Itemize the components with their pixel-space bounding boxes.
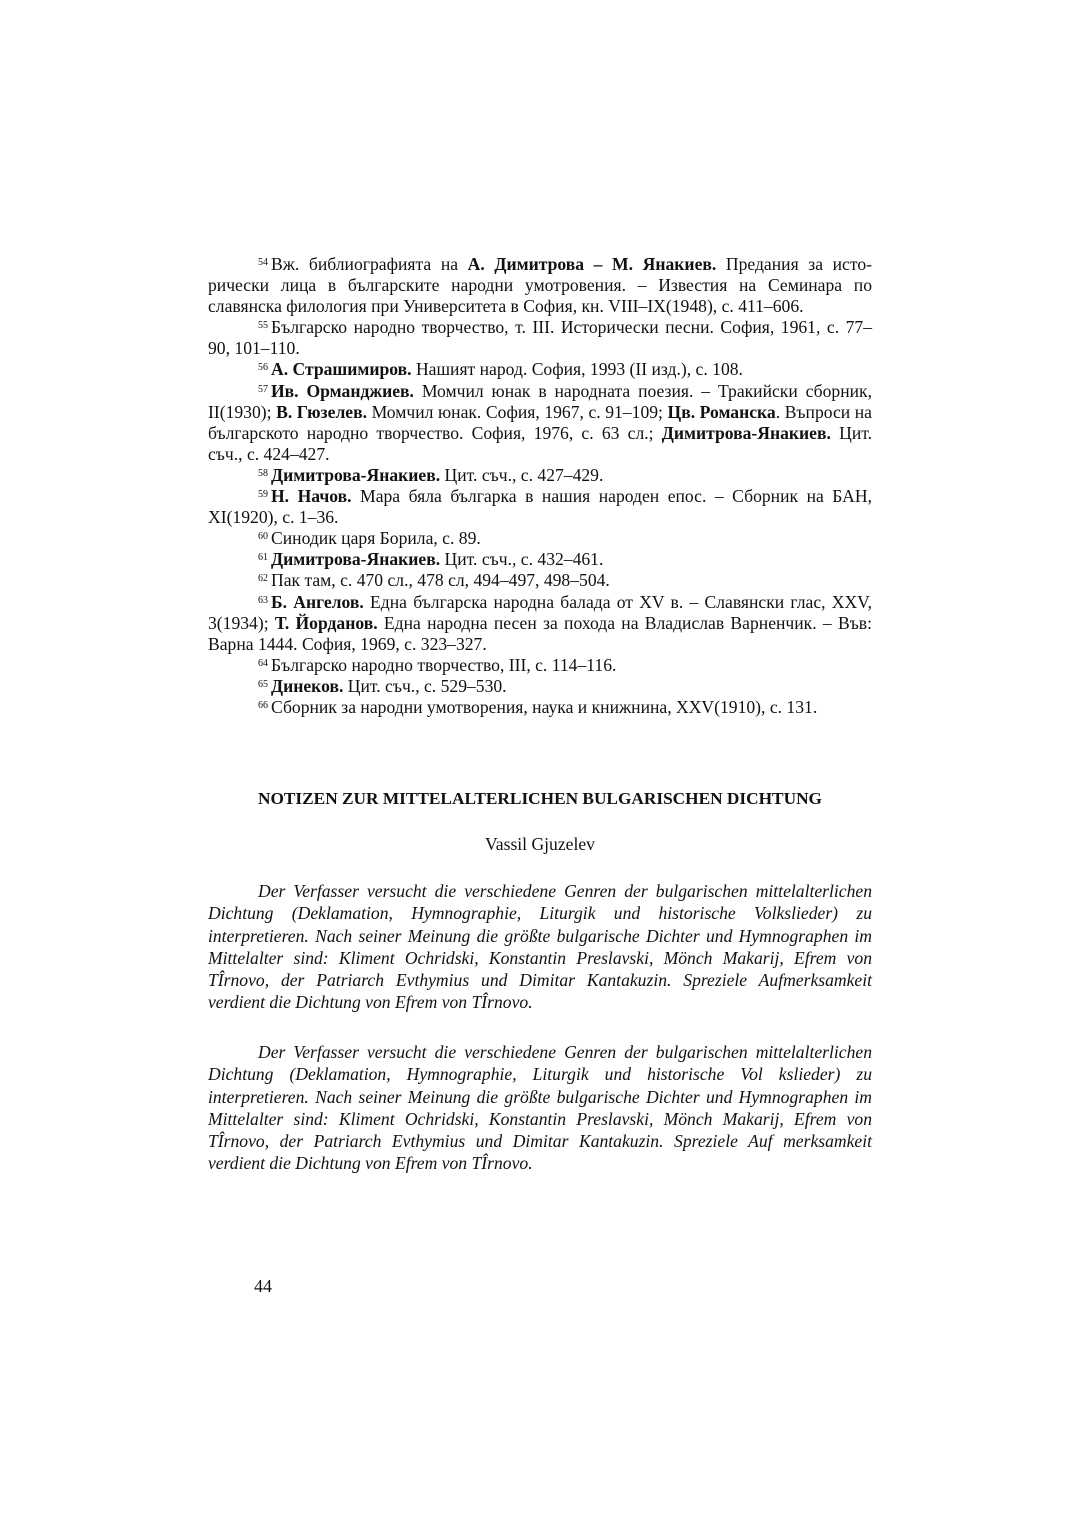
footnote-text: Българско народно творчество, т. III. Исторически песни. София, 1961, с. 77–90, 101–110.	[208, 317, 872, 359]
footnote	[208, 570, 872, 591]
footnote	[208, 465, 872, 486]
footnote-author: А. Димитрова – М. Янакиев.	[467, 254, 717, 274]
footnote	[208, 655, 872, 676]
footnote-text: Българско народно творчество, III, с. 114–116.	[271, 654, 617, 675]
footnote	[208, 528, 872, 549]
footnote-author: В. Гюзелев.	[276, 401, 368, 422]
footnote-author: А. Страшимиров.	[271, 359, 412, 380]
footnote-number: 62	[258, 573, 268, 585]
abstract-paragraph: Der Verfasser versucht die verschiedene Genren der bulgarischen mittelalterlichen Dichtung (Deklamation, Hymnographie, Liturgik und historische Vol kslieder) zu interpretieren. Nach seiner Meinung die größte bulgarische Dichter und Hymnographen im Mittelalter sind: Kliment Ochridski, Konstantin Preslavski, Mönch Makarij, Efrem von TÎrnovo, der Patriarch Evthymius und Dimitar Kantakuzin. Spreziele Auf merksamkeit verdient die Dichtung von Efrem von TÎrnovo.	[208, 1042, 872, 1174]
footnote-text: . Въпроси на българското народно творчество. София, 1976, с. 63 сл.;	[208, 401, 872, 443]
abstract-paragraph: Der Verfasser versucht die verschiedene Genren der bulgarischen mittelalterlichen Dichtung (Deklamation, Hymnographie, Liturgik und historische Volkslieder) zu interpretieren. Nach seiner Meinung die größte bulgarische Dichter und Hymnographen im Mittelalter sind: Kliment Ochridski, Konstantin Preslavski, Mönch Makarij, Efrem von TÎrnovo, der Patriarch Evthymius und Dimitar Kantakuzin. Spreziele Aufmerksamkeit verdient die Dichtung von Efrem von TÎrnovo.	[208, 881, 872, 1013]
footnote-number: 55	[258, 320, 268, 332]
footnote	[208, 697, 872, 718]
footnote-number: 64	[258, 657, 268, 669]
footnote-text: Една българска народна балада от XV в. – Славянски глас, XXV, 3(1934);	[208, 591, 873, 633]
footnote-author: Т. Йорданов.	[274, 612, 378, 633]
article-author: Vassil Gjuzelev	[485, 834, 595, 854]
footnote	[208, 317, 872, 359]
footnote-number: 63	[258, 594, 268, 606]
footnote-text: Пак там, с. 470 сл., 478 сл, 494–497, 498–504.	[271, 570, 610, 591]
footnote-text: Една народна песен за похода на Владислав Варненчик. – Във: Варна 1444. София, 1969, с. 323–327.	[208, 612, 872, 654]
footnote-text: Момчил юнак в народната поезия. – Тракийски сборник, II(1930);	[208, 380, 872, 422]
footnote	[208, 592, 872, 655]
footnotes-section	[208, 254, 872, 718]
footnote-author: Б. Ангелов.	[271, 591, 364, 612]
footnote-text: Предания за исторически лица в българските народни умотровения. – Известия на Семинара по славянска филология при Университета в София, кн. VIII–IX(1948), с. 411–606.	[208, 254, 872, 317]
footnote-author: Цв. Романска	[667, 401, 776, 422]
footnote-number: 66	[258, 699, 268, 711]
footnote	[208, 254, 872, 317]
footnote-text: Цит. съч., с. 427–429.	[440, 464, 604, 485]
footnote-number: 56	[258, 362, 268, 374]
footnote-text: Момчил юнак. София, 1967, с. 91–109;	[367, 401, 668, 422]
footnote	[208, 486, 872, 528]
footnote-author: Динеков.	[271, 675, 344, 696]
footnote-number: 57	[258, 383, 268, 395]
footnote-author: Н. Начов.	[271, 486, 352, 507]
footnote-author: Димитрова-Янакиев.	[661, 422, 831, 443]
footnote-number: 58	[258, 467, 268, 479]
footnote	[208, 359, 872, 380]
footnote-text: Мара бяла българка в нашия народен епос. – Сборник на БАН, XI(1920), с. 1–36.	[208, 486, 872, 528]
footnote-text: Синодик царя Борила, с. 89.	[271, 528, 481, 549]
footnote-author: Ив. Орманджиев.	[271, 380, 414, 401]
footnote	[208, 549, 872, 570]
footnote	[208, 381, 872, 465]
footnote-text: Цит. съч., с. 529–530.	[343, 675, 507, 696]
footnote-text: Вж. библиографията на	[271, 254, 468, 274]
page-number: 44	[254, 1276, 272, 1296]
footnote-number: 60	[258, 531, 268, 543]
footnote-text: Сборник за народни умотворения, наука и книжнина, XXV(1910), с. 131.	[271, 696, 818, 717]
footnote-number: 61	[258, 552, 268, 564]
footnote-number: 59	[258, 489, 268, 501]
footnote-text: Цит. съч., с. 432–461.	[440, 549, 604, 570]
footnote-author: Димитрова-Янакиев.	[271, 464, 441, 485]
footnote-text: Цит. съч., с. 424–427.	[208, 422, 872, 464]
footnote-text: Нашият народ. София, 1993 (II изд.), с. 108.	[411, 359, 743, 380]
footnote-number: 54	[258, 257, 268, 268]
footnote-number: 65	[258, 678, 268, 690]
article-title: NOTIZEN ZUR MITTELALTERLICHEN BULGARISCHEN DICHTUNG	[257, 789, 822, 808]
footnote-author: Димитрова-Янакиев.	[271, 549, 441, 570]
footnote	[208, 676, 872, 697]
